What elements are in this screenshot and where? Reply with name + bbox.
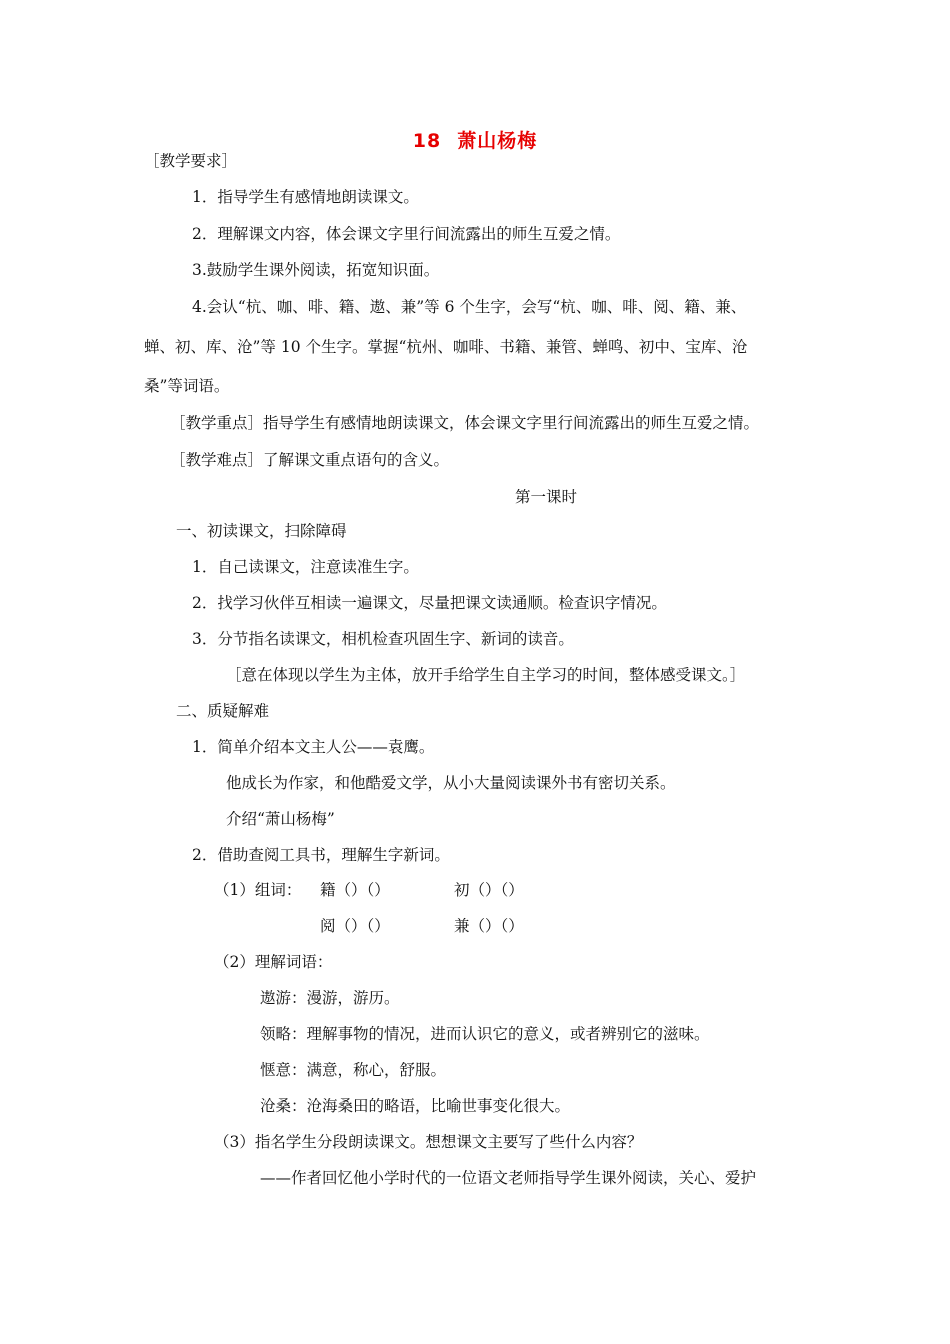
word-explanation-1: 遨游：漫游，游历。 [260, 989, 400, 1007]
document-title [0, 126, 950, 153]
word-group-label: （1）组词： [214, 881, 302, 899]
requirement-4-line-2: 蝉、初、库、沧”等 10 个生字。掌握“杭州、咖啡、书籍、兼管、蝉鸣、初中、宝库、沧 [144, 338, 748, 356]
section-2-item-3-answer: ——作者回忆他小学时代的一位语文老师指导学生课外阅读，关心、爱护 [260, 1169, 757, 1187]
requirement-4-line-3: 桑”等词语。 [144, 377, 230, 395]
section-1-note: ［意在体现以学生为主体，放开手给学生自主学习的时间，整体感受课文。］ [226, 666, 746, 684]
teaching-difficulty: ［教学难点］了解课文重点语句的含义。 [170, 451, 450, 469]
section-1-item-1: 1．自己读课文，注意读准生字。 [192, 558, 419, 576]
section-2-item-2: 2．借助查阅工具书，理解生字新词。 [192, 846, 450, 864]
section-1-heading: 一、初读课文，扫除障碍 [176, 522, 347, 540]
teaching-key-point: ［教学重点］指导学生有感情地朗读课文，体会课文字里行间流露出的师生互爱之情。 [170, 414, 760, 432]
word-group-ji: 籍（）（） [320, 881, 390, 899]
word-group-yue: 阅（）（） [320, 917, 390, 935]
requirement-3: 3.鼓励学生课外阅读，拓宽知识面。 [192, 261, 440, 279]
word-group-jian: 兼（）（） [454, 917, 524, 935]
word-explanation-label: （2）理解词语： [214, 953, 333, 971]
section-1-item-2: 2．找学习伙伴互相读一遍课文，尽量把课文读通顺。检查识字情况。 [192, 594, 667, 612]
word-group-chu: 初（）（） [454, 881, 524, 899]
word-explanation-4: 沧桑：沧海桑田的略语，比喻世事变化很大。 [260, 1097, 571, 1115]
section-2-item-1: 1．简单介绍本文主人公——袁鹰。 [192, 738, 435, 756]
lesson-number: 18 [412, 130, 442, 152]
requirement-4-line-1: 4.会认“杭、咖、啡、籍、遨、兼”等 6 个生字，会写“杭、咖、啡、阅、籍、兼、 [192, 298, 747, 316]
teaching-requirements-heading: ［教学要求］ [144, 152, 238, 170]
section-2-item-3: （3）指名学生分段朗读课文。想想课文主要写了些什么内容？ [214, 1133, 643, 1151]
lesson-heading: 第一课时 [514, 488, 577, 506]
section-2-item-1-intro: 介绍“萧山杨梅” [226, 810, 335, 828]
section-1-item-3: 3．分节指名读课文，相机检查巩固生字、新词的读音。 [192, 630, 574, 648]
word-explanation-3: 惬意：满意，称心，舒服。 [260, 1061, 447, 1079]
lesson-title: 萧山杨梅 [457, 130, 538, 152]
word-explanation-2: 领略：理解事物的情况，进而认识它的意义，或者辨别它的滋味。 [260, 1025, 710, 1043]
requirement-1: 1．指导学生有感情地朗读课文。 [192, 188, 419, 206]
requirement-2: 2．理解课文内容，体会课文字里行间流露出的师生互爱之情。 [192, 225, 621, 243]
section-2-heading: 二、质疑解难 [176, 702, 270, 720]
section-2-item-1-detail: 他成长为作家，和他酷爱文学，从小大量阅读课外书有密切关系。 [226, 774, 676, 792]
